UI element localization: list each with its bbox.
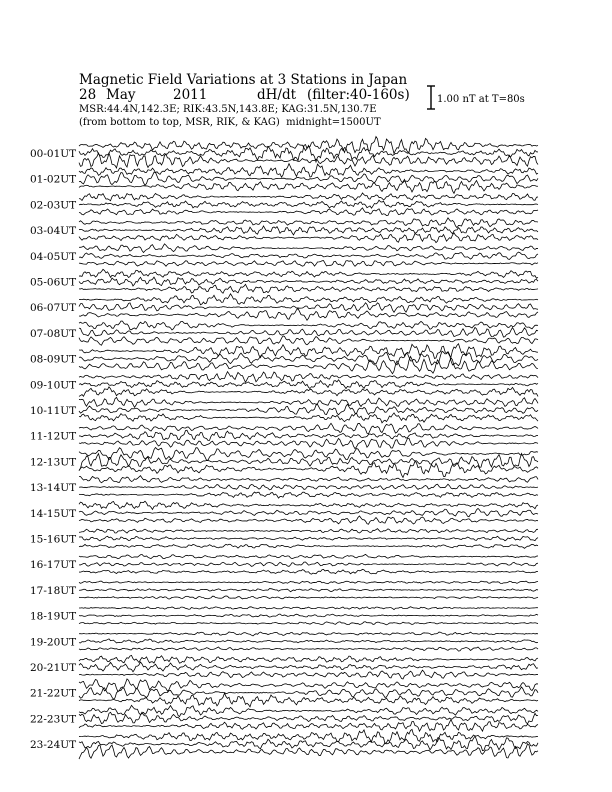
hour-row <box>30 372 538 397</box>
trace-kag <box>79 423 538 433</box>
trace-msr <box>79 544 538 548</box>
hour-row <box>30 423 538 448</box>
trace-rik <box>79 562 538 566</box>
trace-rik <box>79 508 538 516</box>
trace-kag <box>79 164 538 178</box>
trace-msr <box>79 622 538 625</box>
trace-kag <box>79 344 538 359</box>
trace-msr <box>79 308 538 320</box>
trace-rik <box>79 200 538 208</box>
trace-rik <box>79 589 538 592</box>
trace-msr <box>79 336 538 345</box>
hour-row <box>30 679 538 707</box>
hour-label: 14-15UT <box>30 507 77 520</box>
hour-row <box>30 554 538 574</box>
trace-kag <box>79 679 538 692</box>
hour-label: 09-10UT <box>30 379 77 392</box>
hour-row <box>30 294 538 320</box>
hour-label: 18-19UT <box>30 610 77 623</box>
trace-kag <box>79 447 538 460</box>
trace-rik <box>79 662 538 672</box>
hour-row <box>30 581 538 599</box>
trace-kag <box>79 705 538 716</box>
trace-rik <box>79 327 538 337</box>
trace-rik <box>79 614 538 617</box>
trace-kag <box>79 655 538 663</box>
hour-label: 13-14UT <box>30 482 77 495</box>
hour-label: 17-18UT <box>30 584 77 597</box>
trace-msr <box>79 438 538 448</box>
hour-label: 22-23UT <box>30 713 77 726</box>
hour-row <box>30 269 538 293</box>
date-year: 2011 <box>173 87 208 103</box>
quantity-label: dH/dt <box>257 87 297 103</box>
trace-rik <box>79 226 538 235</box>
chart-title: Magnetic Field Variations at 3 Stations in Japan <box>79 72 408 88</box>
trace-rik <box>79 380 538 389</box>
hour-row <box>30 476 538 498</box>
hour-label: 04-05UT <box>30 250 77 263</box>
hour-row <box>30 218 538 243</box>
stations-line: MSR:44.4N,142.3E; RIK:43.5N,143.8E; KAG:31.5N,130.7E <box>79 104 377 115</box>
hour-label: 03-04UT <box>30 225 77 238</box>
trace-kag <box>79 501 538 509</box>
hour-label: 12-13UT <box>30 456 77 469</box>
hour-row <box>30 607 538 625</box>
hour-row <box>30 447 538 477</box>
hour-row <box>30 164 538 194</box>
trace-kag <box>79 632 538 636</box>
hour-label: 08-09UT <box>30 353 77 366</box>
trace-msr <box>79 261 538 267</box>
trace-kag <box>79 218 538 228</box>
hour-row <box>30 632 538 651</box>
hour-label: 21-22UT <box>30 687 77 700</box>
trace-msr <box>79 208 538 216</box>
hour-label: 00-01UT <box>30 148 77 160</box>
trace-rik <box>79 351 538 365</box>
hour-label: 20-21UT <box>30 662 77 674</box>
trace-msr <box>79 569 538 574</box>
hour-label: 05-06UT <box>30 276 77 289</box>
hour-row <box>30 529 538 549</box>
trace-kag <box>79 607 538 610</box>
hour-label: 10-11UT <box>30 405 77 417</box>
trace-kag <box>79 476 538 483</box>
trace-rik <box>79 252 538 259</box>
hour-label: 01-02UT <box>30 173 77 186</box>
trace-kag <box>79 244 538 253</box>
hour-label: 16-17UT <box>30 559 77 572</box>
trace-msr <box>79 492 538 498</box>
hour-row <box>30 193 538 216</box>
trace-rik <box>79 303 538 312</box>
trace-msr <box>79 153 538 168</box>
hour-row <box>30 244 538 266</box>
trace-msr <box>79 284 538 293</box>
trace-kag <box>79 321 538 330</box>
hour-row <box>30 501 538 524</box>
filter-label: (filter:40-160s) <box>307 87 410 103</box>
trace-msr <box>79 670 538 679</box>
trace-msr <box>79 413 538 423</box>
trace-rik <box>79 277 538 286</box>
trace-rik <box>79 687 538 699</box>
trace-rik <box>79 639 538 643</box>
hour-row <box>30 397 538 423</box>
midnight-note: midnight=1500UT <box>286 117 381 128</box>
hour-row <box>30 705 538 731</box>
hour-label: 15-16UT <box>30 533 77 546</box>
date-month: May <box>106 87 136 103</box>
trace-kag <box>79 397 538 407</box>
trace-rik <box>79 712 538 724</box>
trace-msr <box>79 233 538 243</box>
date-day: 28 <box>79 87 97 103</box>
trace-msr <box>79 596 538 599</box>
trace-kag <box>79 269 538 278</box>
hour-row <box>30 137 538 168</box>
hour-label: 23-24UT <box>30 739 77 752</box>
trace-rik <box>79 484 538 490</box>
trace-kag <box>79 372 538 383</box>
trace-kag <box>79 529 538 533</box>
trace-rik <box>79 536 538 541</box>
hour-row <box>30 344 538 374</box>
hour-row <box>30 729 538 759</box>
trace-msr <box>79 647 538 651</box>
hour-row <box>30 655 538 679</box>
hour-label: 19-20UT <box>30 636 77 649</box>
trace-kag <box>79 294 538 305</box>
scale-bar-icon <box>426 85 436 111</box>
trace-msr <box>79 387 538 397</box>
trace-rik <box>79 404 538 415</box>
hour-row <box>30 321 538 345</box>
trace-kag <box>79 554 538 558</box>
trace-kag <box>79 581 538 584</box>
station-order-note: (from bottom to top, MSR, RIK, & KAG) <box>79 117 280 128</box>
hour-label: 07-08UT <box>30 327 77 340</box>
scale-bar-label: 1.00 nT at T=80s <box>437 94 525 105</box>
trace-rik <box>79 172 538 185</box>
trace-kag <box>79 193 538 201</box>
hour-label: 11-12UT <box>30 430 77 443</box>
date-filter-line <box>79 87 419 103</box>
order-line <box>79 117 381 128</box>
hour-label: 02-03UT <box>30 199 77 212</box>
hour-label: 06-07UT <box>30 302 77 315</box>
